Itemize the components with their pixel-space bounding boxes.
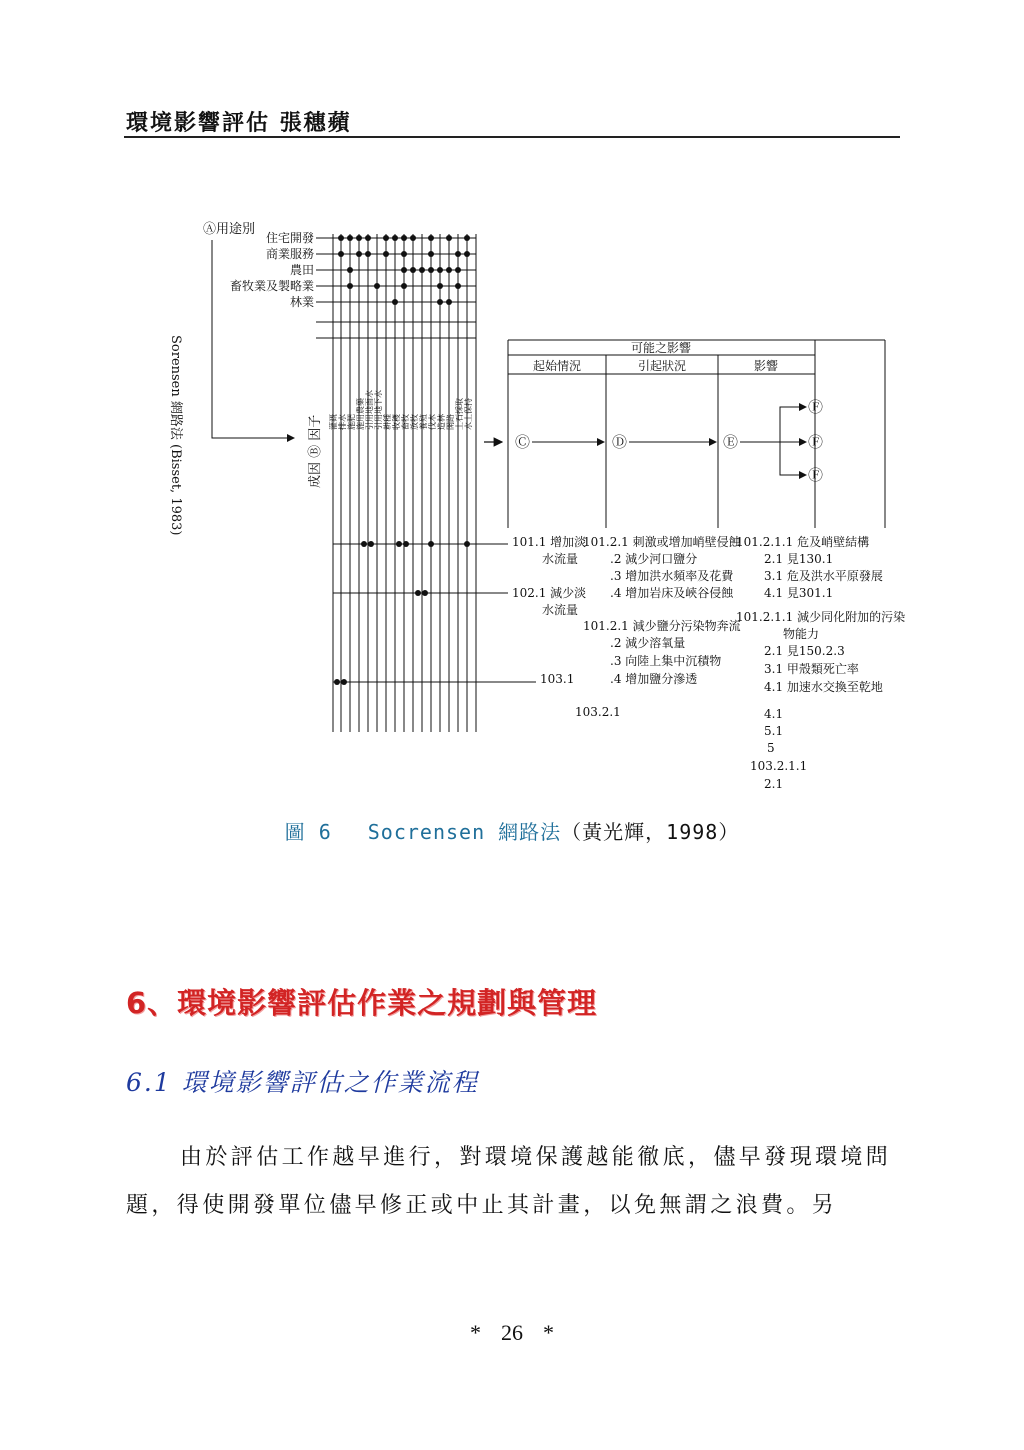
figure-reference: （黃光輝，1998） (561, 820, 740, 844)
col3-line: 5 (767, 741, 775, 755)
factor-label: 造林 (437, 414, 446, 430)
col3-line: 3.1 危及洪水平原發展 (764, 569, 883, 583)
col2-line: .3 增加洪水頻率及花費 (610, 569, 734, 583)
node-c: Ⓒ (515, 433, 531, 451)
col3-text (736, 534, 905, 791)
figure-name: Socrensen 網路法 (367, 820, 562, 844)
factor-label: 養殖 (419, 414, 428, 430)
factor-label: 灌溉 (329, 414, 338, 430)
node-f: Ⓕ (808, 398, 824, 416)
effect-lines (333, 544, 536, 682)
col1-line: 水流量 (542, 603, 579, 617)
factor-label: 土石採取 (455, 398, 464, 430)
body-paragraph: 由於評估工作越早進行，對環境保護越能徹底，儘早發現環境問題，得使開發單位儘早修正或中止其計畫，以免無謂之浪費。另 (126, 1145, 892, 1218)
col3-line: 2.1 (764, 777, 784, 791)
factor-label: 畜牧 (401, 414, 410, 430)
factor-label: 排水 (338, 414, 347, 430)
factor-label: 開路 (446, 414, 455, 430)
use-row-label: 林業 (289, 295, 314, 309)
arrows-e-f (740, 407, 806, 475)
subsection-heading: 6.1 環境影響評估之作業流程 (126, 1068, 479, 1097)
col2-line: .2 減少河口鹽分 (610, 552, 698, 566)
col3-line: 4.1 加速水交換至乾地 (764, 680, 883, 694)
factor-label: 水土保持 (464, 398, 473, 430)
page-footer (0, 1320, 1024, 1346)
factor-label: 施肥 (347, 414, 356, 430)
col3-line: 2.1 見130.1 (764, 552, 834, 566)
col1-line: 水流量 (542, 552, 579, 566)
connector-a-b (212, 240, 294, 438)
impact-top-header: 可能之影響 (630, 341, 692, 355)
col-header-initial: 起始情況 (532, 359, 582, 373)
page-number: 26 (501, 1320, 523, 1345)
label-a: Ⓐ用途別 (203, 222, 256, 237)
factor-label: 引用地面水 (365, 390, 374, 430)
col2-line: .2 減少溶氧量 (610, 636, 686, 650)
figure-caption (0, 816, 1024, 845)
col3-line: 101.2.1.1 減少同化附加的污染 (736, 610, 906, 624)
col2-line: 101.2.1 減少鹽分污染物奔流 (583, 619, 741, 633)
col3-line: 101.2.1.1 危及峭壁結構 (736, 535, 870, 549)
col1-line: 101.1 增加淡 (512, 535, 587, 549)
col2-line: 103.2.1 (575, 705, 621, 719)
footer-star: * (470, 1320, 481, 1345)
figure-label: 圖 6 (284, 820, 332, 844)
node-f: Ⓕ (808, 466, 824, 484)
col2-text (575, 534, 742, 719)
section-heading: 6、環境影響評估作業之規劃與管理 (126, 986, 598, 1020)
node-e: Ⓔ (723, 433, 739, 451)
factor-label: 收穫 (392, 414, 401, 430)
col3-line: 5.1 (764, 724, 784, 738)
diagram-vertical-title: Sorensen 網路法 (Bisset, 1983) (168, 335, 183, 536)
col1-line: 103.1 (540, 672, 575, 686)
effect-dots (334, 541, 470, 685)
col2-line: .3 向陸上集中沉積物 (610, 654, 722, 668)
node-d: Ⓓ (612, 433, 628, 451)
factor-label: 耕種 (383, 414, 392, 430)
footer-star: * (543, 1320, 554, 1345)
col-header-caused: 引起狀況 (637, 359, 687, 373)
label-b: 成因 Ⓑ 因子 (308, 414, 323, 488)
factor-label: 引用地下水 (374, 390, 383, 430)
col-header-impact: 影響 (753, 359, 779, 373)
use-row-label: 農田 (289, 263, 314, 277)
running-header: 環境影響評估 張穗蘋 (126, 111, 352, 136)
col3-line: 物能力 (783, 627, 820, 641)
col2-line: 101.2.1 刺激或增加峭壁侵蝕 (583, 535, 741, 549)
col1-line: 102.1 減少淡 (512, 586, 587, 600)
use-row-label: 畜牧業及製略業 (229, 279, 314, 293)
col3-line: 2.1 見150.2.3 (764, 644, 845, 658)
col2-line: .4 增加岩床及峽谷侵蝕 (610, 586, 734, 600)
node-f: Ⓕ (808, 433, 824, 451)
factor-label: 施用農藥 (356, 398, 365, 430)
use-row-label: 住宅開發 (265, 231, 314, 245)
col2-line: .4 增加鹽分滲透 (610, 672, 698, 686)
col3-line: 4.1 (764, 707, 784, 721)
factor-grid (333, 234, 476, 732)
factor-label: 放牧 (410, 414, 419, 430)
col3-line: 103.2.1.1 (750, 759, 808, 773)
col1-text (512, 534, 586, 686)
use-row-label: 商業服務 (265, 247, 314, 261)
col3-line: 4.1 見301.1 (764, 586, 834, 600)
col3-line: 3.1 甲殼類死亡率 (764, 662, 859, 676)
factor-label: 伐木 (428, 414, 437, 430)
